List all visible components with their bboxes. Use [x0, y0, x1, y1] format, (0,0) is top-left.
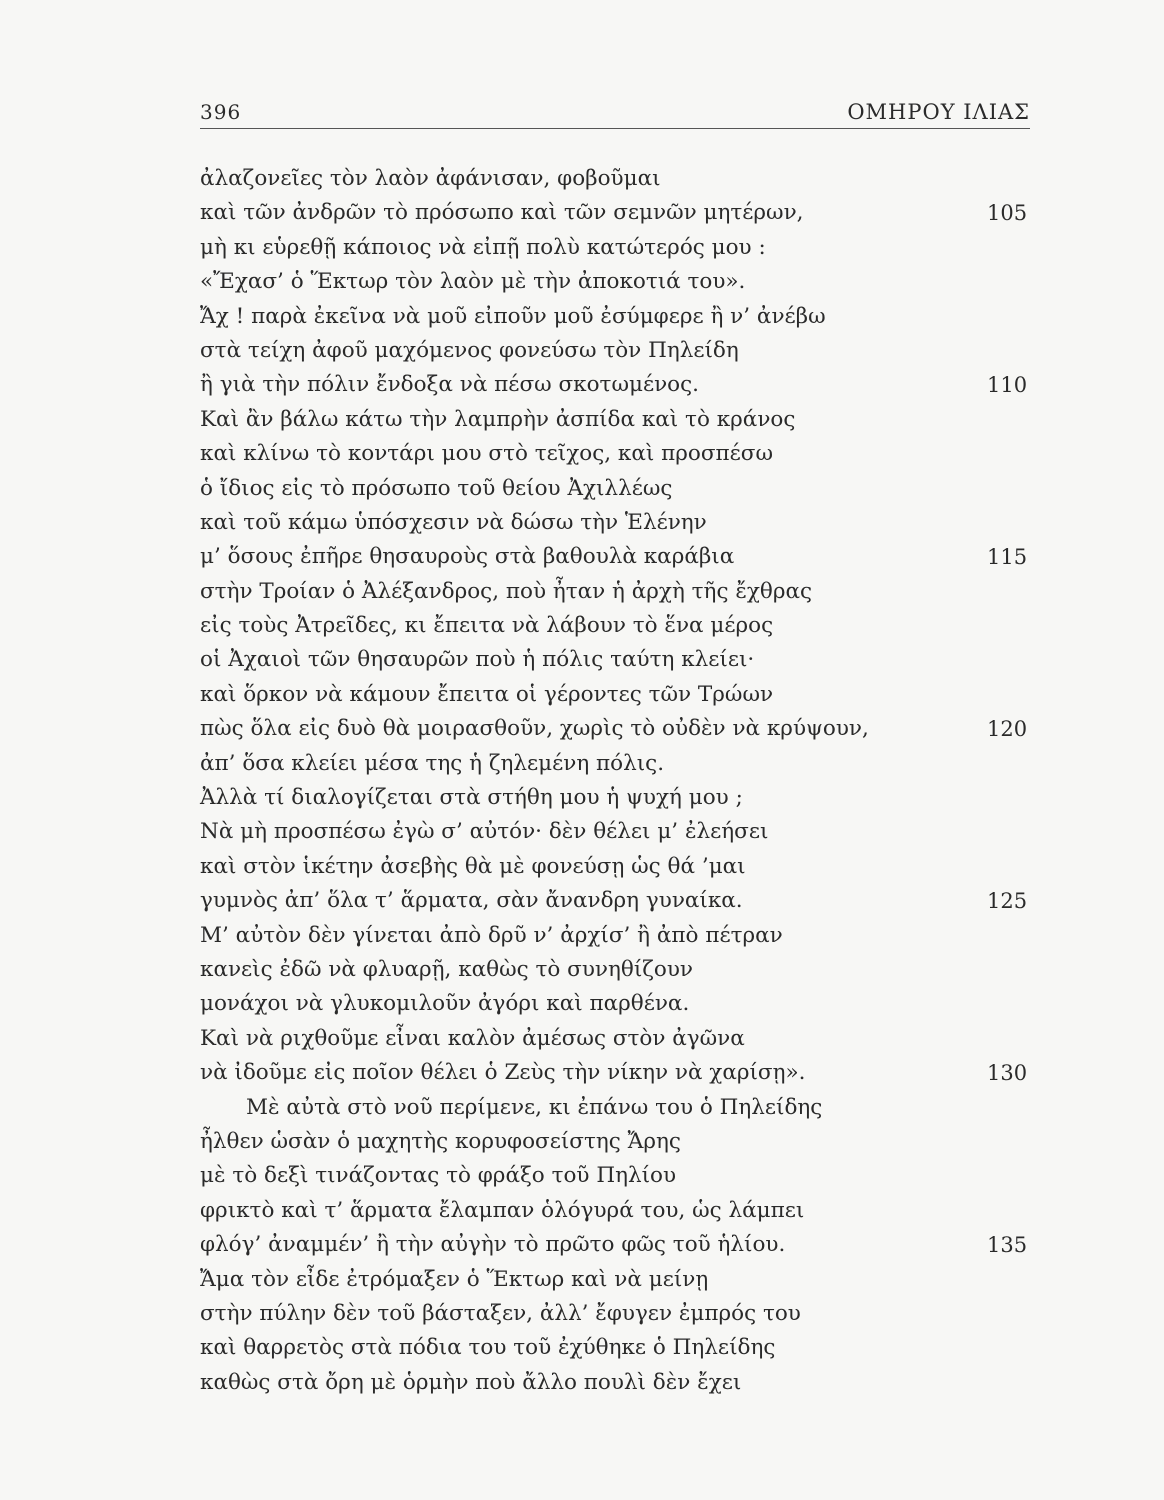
verse-line [200, 953, 1060, 987]
verse-text: εἰς τοὺς Ἀτρεῖδες, κι ἔπειτα νὰ λάβουν τὸ ἕνα μέρος [200, 613, 774, 639]
verse-text: καὶ τοῦ κάμω ὑπόσχεσιν νὰ δώσω τὴν Ἑλένην [200, 509, 707, 535]
verse-text: Ἀλλὰ τί διαλογίζεται στὰ στήθη μου ἡ ψυχή μου ; [200, 785, 743, 811]
verse-text: καὶ κλίνω τὸ κοντάρι μου στὸ τεῖχος, καὶ προσπέσω [200, 441, 773, 467]
line-number: 115 [987, 545, 1028, 570]
verse-line [200, 368, 1060, 402]
line-number: 105 [987, 201, 1028, 226]
verse-text: ἀλαζονεῖες τὸν λαὸν ἀφάνισαν, φοβοῦμαι [200, 166, 661, 191]
line-number: 130 [987, 1061, 1028, 1086]
verse-text: μ’ ὅσους ἐπῆρε θησαυροὺς στὰ βαθουλὰ καράβια [200, 544, 735, 570]
verse-block [200, 162, 1060, 1400]
verse-line [200, 437, 1060, 471]
verse-text: οἱ Ἀχαιοὶ τῶν θησαυρῶν ποὺ ἡ πόλις ταύτη κλείει· [200, 647, 755, 673]
line-number: 135 [987, 1233, 1028, 1258]
line-number: 120 [987, 717, 1028, 742]
verse-line [200, 403, 1060, 437]
verse-line [200, 678, 1060, 712]
verse-text: ἀπ’ ὅσα κλείει μέσα της ἡ ζηλεμένη πόλις. [200, 750, 665, 776]
verse-text: Μὲ αὐτὰ στὸ νοῦ περίμενε, κι ἐπάνω του ὁ Πηλείδης [246, 1094, 823, 1120]
page-header [200, 100, 1030, 129]
verse-text: φρικτὸ καὶ τ’ ἅρματα ἔλαμπαν ὁλόγυρά του, ὡς λάμπει [200, 1197, 805, 1223]
verse-text: ὁ ἴδιος εἰς τὸ πρόσωπο τοῦ θείου Ἀχιλλέως [200, 475, 673, 501]
verse-line [200, 1366, 1060, 1400]
verse-line [200, 643, 1060, 677]
verse-line [200, 609, 1060, 643]
verse-text: Ἄχ ! παρὰ ἐκεῖνα νὰ μοῦ εἰποῦν μοῦ ἐσύμφερε ἢ ν’ ἀνέβω [200, 303, 826, 329]
verse-text: μονάχοι νὰ γλυκομιλοῦν ἀγόρι καὶ παρθένα. [200, 991, 690, 1017]
verse-line [200, 1194, 1060, 1228]
verse-text: στὰ τείχη ἀφοῦ μαχόμενος φονεύσω τὸν Πηλείδη [200, 337, 739, 363]
verse-line [200, 781, 1060, 815]
verse-line [200, 815, 1060, 849]
verse-line [200, 265, 1060, 299]
verse-line [200, 334, 1060, 368]
verse-text: γυμνὸς ἀπ’ ὅλα τ’ ἅρματα, σὰν ἄνανδρη γυναίκα. [200, 888, 743, 914]
verse-text: Καὶ ἂν βάλω κάτω τὴν λαμπρὴν ἀσπίδα καὶ τὸ κράνος [200, 406, 796, 432]
verse-text: Καὶ νὰ ριχθοῦμε εἶναι καλὸν ἀμέσως στὸν ἀγῶνα [200, 1025, 745, 1051]
verse-line [200, 712, 1060, 746]
verse-line [200, 472, 1060, 506]
verse-text: καὶ τῶν ἀνδρῶν τὸ πρόσωπο καὶ τῶν σεμνῶν μητέρων, [200, 200, 804, 226]
page-number: 396 [200, 100, 242, 124]
verse-text: καὶ ὅρκον νὰ κάμουν ἔπειτα οἱ γέροντες τῶν Τρώων [200, 681, 774, 707]
verse-line [200, 196, 1060, 230]
verse-line [200, 506, 1060, 540]
verse-text: στὴν Τροίαν ὁ Ἀλέξανδρος, ποὺ ἦταν ἡ ἀρχὴ τῆς ἔχθρας [200, 578, 813, 604]
verse-line [200, 300, 1060, 334]
verse-line [200, 1331, 1060, 1365]
verse-line [200, 1056, 1060, 1090]
verse-line [200, 884, 1060, 918]
verse-text: «Ἔχασ’ ὁ Ἕκτωρ τὸν λαὸν μὲ τὴν ἀποκοτιά του». [200, 269, 746, 295]
verse-text: Ἄμα τὸν εἶδε ἐτρόμαξεν ὁ Ἕκτωρ καὶ νὰ μείνῃ [200, 1266, 709, 1292]
verse-text: στὴν πύλην δὲν τοῦ βάσταξεν, ἀλλ’ ἔφυγεν ἐμπρός του [200, 1300, 801, 1326]
verse-text: πὼς ὅλα εἰς δυὸ θὰ μοιρασθοῦν, χωρὶς τὸ οὐδὲν νὰ κρύψουν, [200, 716, 869, 742]
verse-line [200, 231, 1060, 265]
line-number: 125 [987, 889, 1028, 914]
verse-line [200, 850, 1060, 884]
verse-text: μὲ τὸ δεξὶ τινάζοντας τὸ φράξο τοῦ Πηλίου [200, 1163, 677, 1189]
verse-text: μὴ κι εὑρεθῇ κάποιος νὰ εἰπῇ πολὺ κατώτερός μου : [200, 234, 766, 260]
verse-text: κανεὶς ἐδῶ νὰ φλυαρῇ, καθὼς τὸ συνηθίζουν [200, 956, 693, 982]
verse-line [200, 575, 1060, 609]
verse-text: νὰ ἰδοῦμε εἰς ποῖον θέλει ὁ Ζεὺς τὴν νίκην νὰ χαρίσῃ». [200, 1060, 806, 1086]
verse-line [200, 747, 1060, 781]
verse-text: καὶ στὸν ἱκέτην ἀσεβὴς θὰ μὲ φονεύσῃ ὡς θά ’μαι [200, 853, 746, 879]
running-title: ΟΜΗΡΟΥ ΙΛΙΑΣ [847, 100, 1030, 124]
verse-text: ἢ γιὰ τὴν πόλιν ἔνδοξα νὰ πέσω σκοτωμένος. [200, 372, 699, 398]
verse-line [200, 919, 1060, 953]
verse-line [200, 1091, 1060, 1125]
line-number: 110 [987, 373, 1028, 398]
verse-line [200, 1228, 1060, 1262]
verse-text: καθὼς στὰ ὄρη μὲ ὁρμὴν ποὺ ἄλλο πουλὶ δὲν ἔχει [200, 1369, 742, 1395]
verse-line [200, 1263, 1060, 1297]
verse-line [200, 1022, 1060, 1056]
verse-line [200, 162, 1060, 196]
verse-text: Μ’ αὐτὸν δὲν γίνεται ἀπὸ δρῦ ν’ ἀρχίσ’ ἢ ἀπὸ πέτραν [200, 922, 783, 948]
verse-line [200, 1125, 1060, 1159]
verse-line [200, 1297, 1060, 1331]
verse-text: Νὰ μὴ προσπέσω ἐγὼ σ’ αὐτόν· δὲν θέλει μ’ ἐλεήσει [200, 819, 769, 845]
verse-line [200, 1159, 1060, 1193]
verse-text: καὶ θαρρετὸς στὰ πόδια του τοῦ ἐχύθηκε ὁ Πηλείδης [200, 1335, 776, 1361]
verse-text: φλόγ’ ἀναμμέν’ ἢ τὴν αὐγὴν τὸ πρῶτο φῶς τοῦ ἡλίου. [200, 1232, 786, 1258]
verse-text: ἦλθεν ὡσὰν ὁ μαχητὴς κορυφοσείστης Ἄρης [200, 1128, 681, 1154]
verse-line [200, 987, 1060, 1021]
verse-line [200, 540, 1060, 574]
